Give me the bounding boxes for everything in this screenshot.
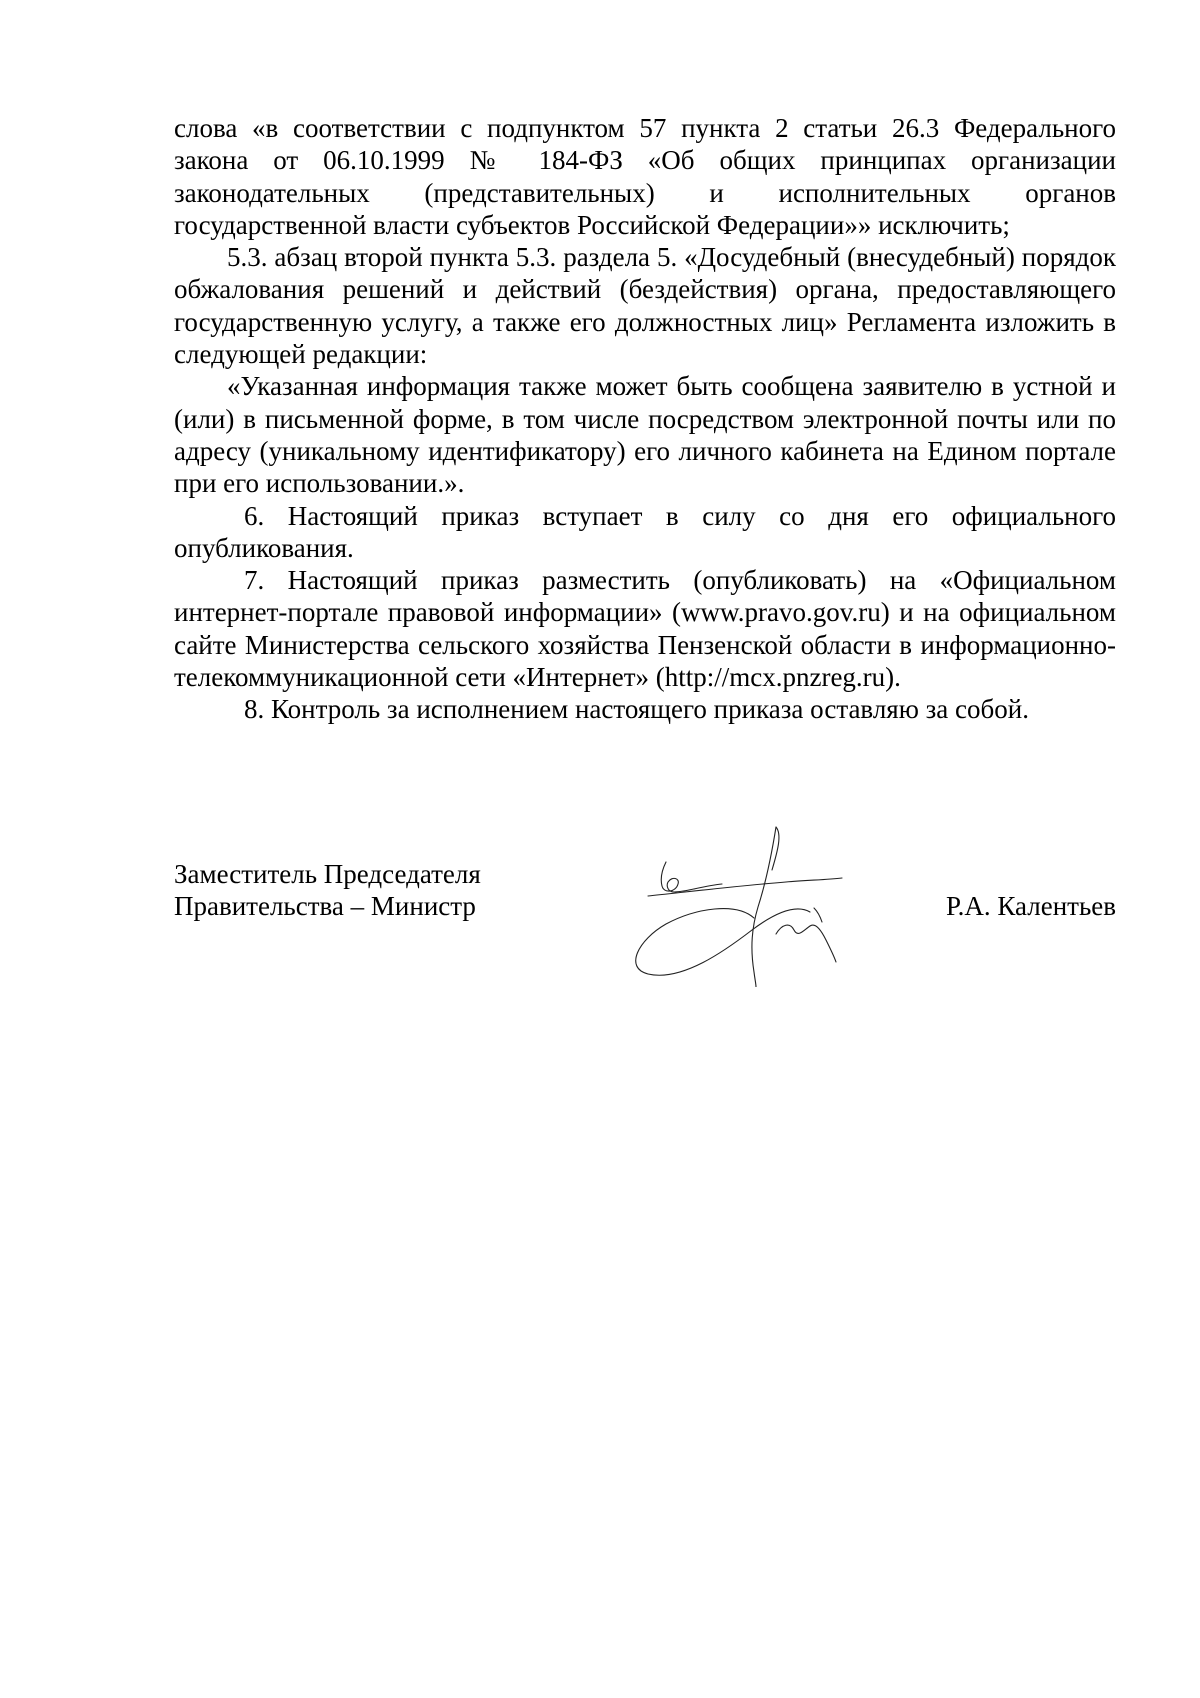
- signature-stroke-main-loop: [636, 909, 810, 976]
- signature-stroke-flourish: [776, 925, 836, 962]
- paragraph-exclusion-clause: слова «в соответствии с подпунктом 57 пункта 2 статьи 26.3 Федерального закона от 06.10.1999 № 184-ФЗ «Об общих принципах организации законодательных (представительных) и исполнительных органов государственной власти субъектов Российской Федерации»» исключить;: [174, 113, 1116, 240]
- paragraph-item-6: 6. Настоящий приказ вступает в силу со дня его официального опубликования.: [174, 500, 1116, 563]
- signatory-position: [174, 858, 481, 923]
- signatory-name: Р.А. Калентьев: [945, 891, 1116, 921]
- signatory-position-line-2: Правительства – Министр: [174, 891, 476, 922]
- paragraph-item-8: 8. Контроль за исполнением настоящего приказа оставляю за собой.: [244, 694, 1029, 725]
- signature-stroke-vertical: [752, 827, 776, 987]
- signature-stroke-tick: [814, 908, 822, 922]
- signatory-position-line-1: Заместитель Председателя: [174, 859, 481, 889]
- document-body: [174, 112, 1116, 726]
- signature-stroke-initial: [661, 862, 722, 892]
- paragraph-item-7: 7. Настоящий приказ разместить (опубликовать) на «Официальном интернет-портале правовой информации» (www.pravo.gov.ru) и на официальном сайте Министерства сельского хозяйства Пензенской области в информационно-телекоммуникационной сети «Интернет» (http://mcx.pnzreg.ru).: [174, 565, 1116, 693]
- paragraph-5-3-amendment: 5.3. абзац второй пункта 5.3. раздела 5. «Досудебный (внесудебный) порядок обжалования решений и действий (бездействия) органа, предоставляющего государственную услугу, а также его должностных лиц» Регламента изложить в следующей редакции:: [174, 242, 1116, 370]
- paragraph-quoted-text: «Указанная информация также может быть сообщена заявителю в устной и (или) в письменной форме, в том числе посредством электронной почты или по адресу (уникальному идентификатору) его личного кабинета на Едином портале при его использовании.».: [174, 371, 1116, 499]
- handwritten-signature: [626, 822, 876, 987]
